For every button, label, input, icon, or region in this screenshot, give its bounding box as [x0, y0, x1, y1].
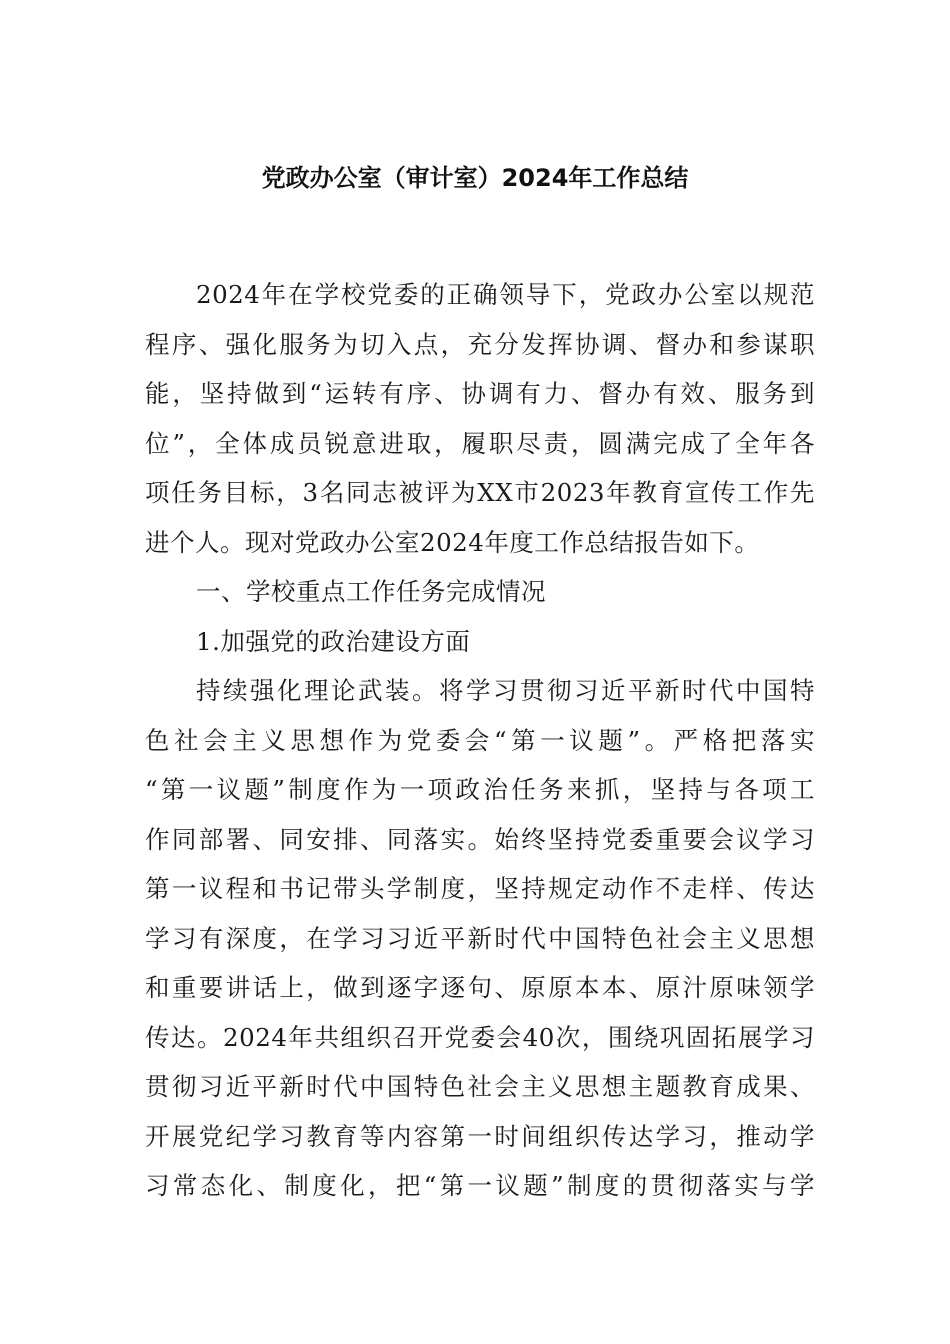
subsection-heading: 1.加强党的政治建设方面	[196, 626, 471, 656]
paragraph-1-line: 位”，全体成员锐意进取，履职尽责，圆满完成了全年各	[145, 428, 815, 458]
paragraph-2-line: 传达。2024年共组织召开党委会40次，围绕巩固拓展学习	[145, 1022, 815, 1052]
paragraph-2-line: “第一议题”制度作为一项政治任务来抓，坚持与各项工	[145, 775, 815, 804]
paragraph-2-line: 开展党纪学习教育等内容第一时间组织传达学习，推动学	[145, 1121, 815, 1151]
paragraph-2-line: 持续强化理论武装。将学习贯彻习近平新时代中国特	[196, 676, 815, 705]
paragraph-2-line: 色社会主义思想作为党委会“第一议题”。严格把落实	[145, 725, 815, 755]
paragraph-2-line: 学习有深度，在学习习近平新时代中国特色社会主义思想	[145, 923, 815, 953]
paragraph-1-line: 2024年在学校党委的正确领导下，党政办公室以规范	[196, 280, 815, 309]
document-title: 党政办公室（审计室）2024年工作总结	[261, 164, 689, 192]
paragraph-2-line: 第一议程和书记带头学制度，坚持规定动作不走样、传达	[145, 874, 815, 903]
paragraph-1-line: 项任务目标，3名同志被评为XX市2023年教育宣传工作先	[145, 478, 815, 507]
document-body	[145, 270, 815, 1211]
paragraph-1-line: 能，坚持做到“运转有序、协调有力、督办有效、服务到	[145, 379, 815, 408]
paragraph-2-line: 作同部署、同安排、同落实。始终坚持党委重要会议学习	[145, 824, 815, 854]
paragraph-1-line: 程序、强化服务为切入点，充分发挥协调、督办和参谋职	[145, 329, 815, 359]
paragraph-1-line: 进个人。现对党政办公室2024年度工作总结报告如下。	[145, 527, 760, 557]
paragraph-2-line: 贯彻习近平新时代中国特色社会主义思想主题教育成果、	[145, 1072, 815, 1101]
paragraph-2-line: 和重要讲话上，做到逐字逐句、原原本本、原汁原味领学	[145, 973, 815, 1002]
section-heading: 一、学校重点工作任务完成情况	[196, 577, 546, 606]
paragraph-2-line: 习常态化、制度化，把“第一议题”制度的贯彻落实与学	[145, 1171, 815, 1200]
